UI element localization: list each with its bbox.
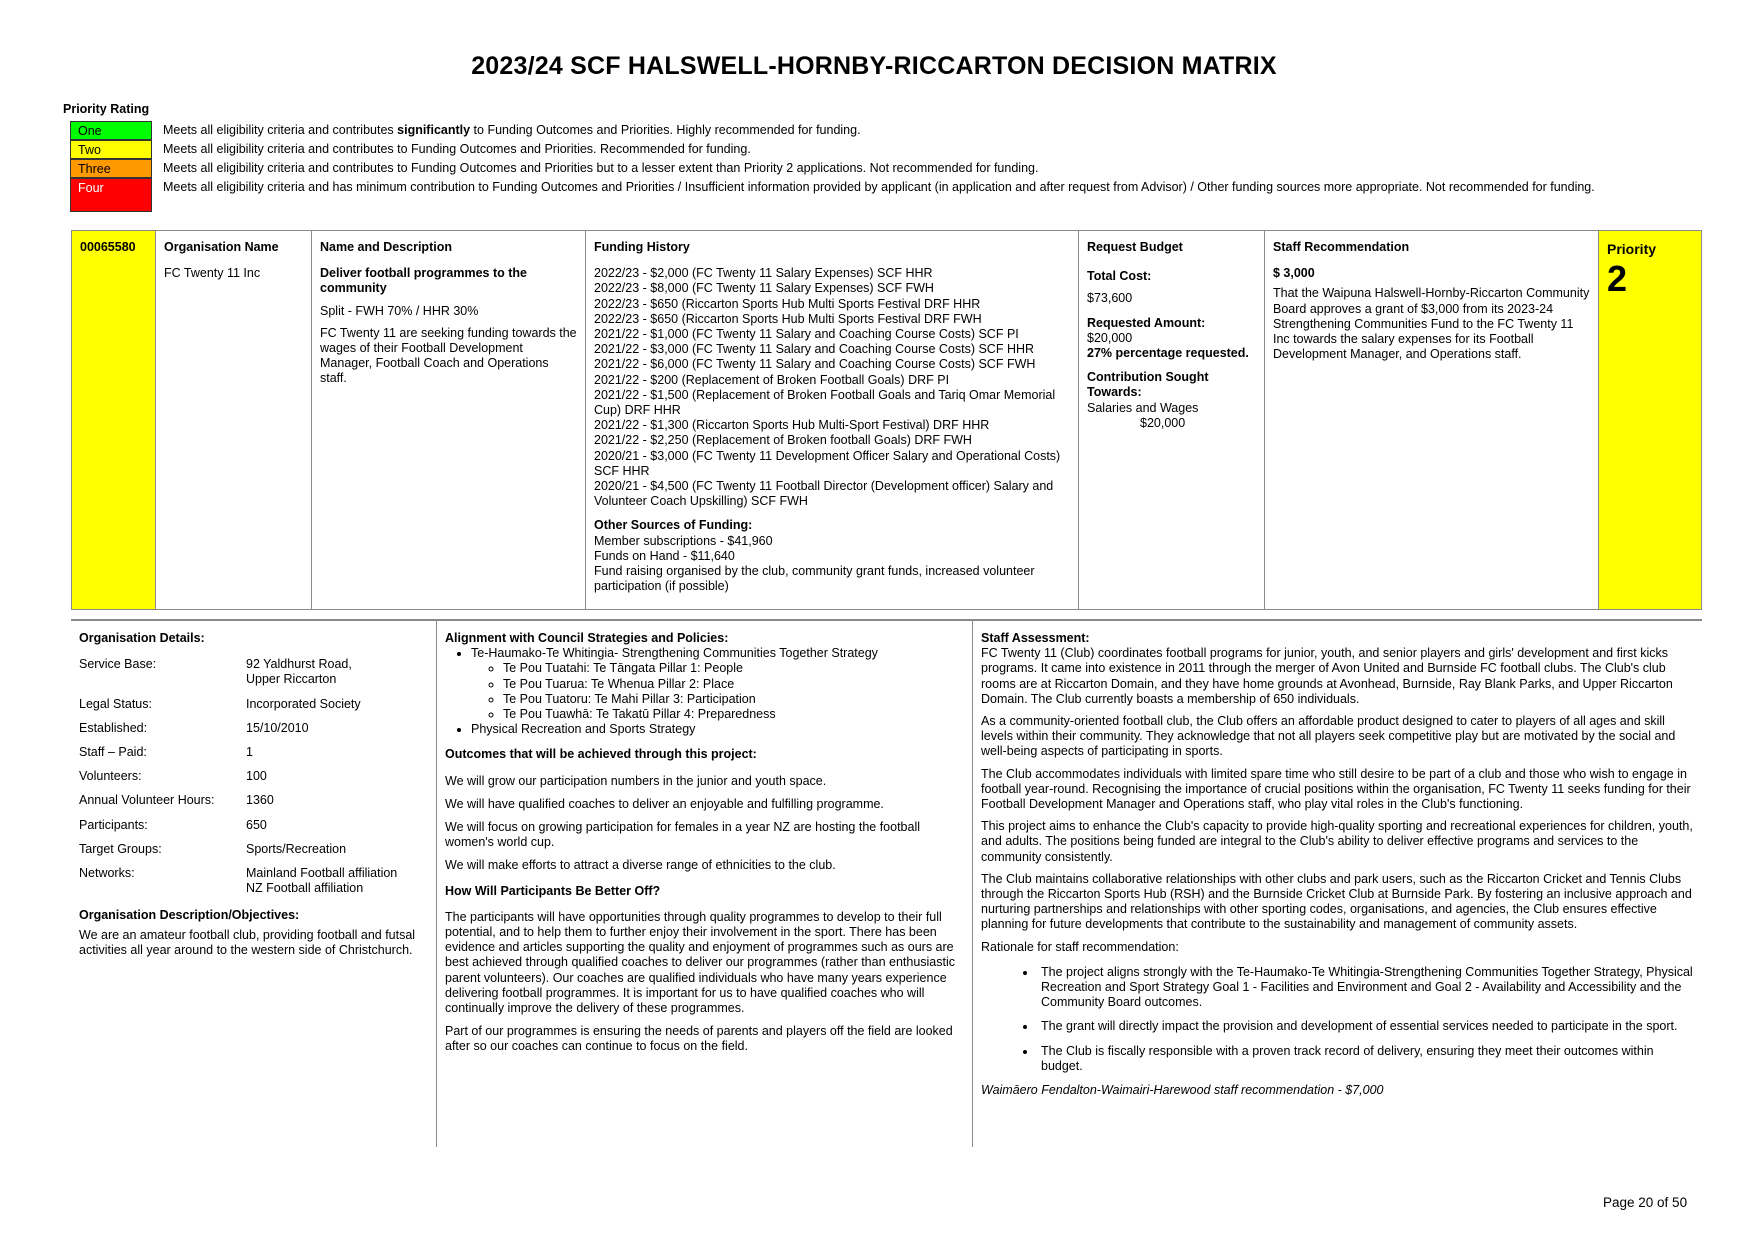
- detail-value: 650: [246, 817, 267, 832]
- requested-percentage: 27% percentage requested.: [1087, 346, 1249, 361]
- funding-history-item: 2021/22 - $200 (Replacement of Broken Football Goals) DRF PI: [594, 372, 950, 387]
- detail-row: [79, 657, 428, 687]
- alignment-column: [437, 621, 973, 1147]
- detail-row: [79, 745, 428, 760]
- detail-label: Staff – Paid:: [79, 745, 147, 760]
- contribution-amount: $20,000: [1140, 415, 1186, 430]
- outcomes-heading: Outcomes that will be achieved through this project:: [445, 747, 757, 762]
- request-budget-header: Request Budget: [1087, 240, 1183, 254]
- staff-recommendation-cell: [1265, 231, 1599, 609]
- detail-label: Annual Volunteer Hours:: [79, 793, 215, 808]
- project-title: Deliver football programmes to the community: [320, 266, 527, 296]
- staff-assessment-column: [973, 621, 1702, 1147]
- detail-row: [79, 769, 428, 784]
- objectives-heading: Organisation Description/Objectives:: [79, 908, 300, 923]
- organisation-cell: [156, 231, 312, 609]
- funding-history-item: 2021/22 - $3,000 (FC Twenty 11 Salary and Coaching Course Costs) SCF HHR: [594, 342, 1035, 357]
- organisation-details-heading: Organisation Details:: [79, 631, 205, 645]
- total-cost-value: $73,600: [1087, 291, 1133, 306]
- contribution-label: Contribution Sought Towards:: [1087, 370, 1209, 400]
- funding-split: Split - FWH 70% / HHR 30%: [320, 303, 479, 318]
- funding-history-item: 2021/22 - $2,250 (Replacement of Broken football Goals) DRF FWH: [594, 433, 972, 448]
- assessment-paragraph: This project aims to enhance the Club's capacity to provide high-quality sporting and recreational experiences for children, youth, and adults. The positions being funded are integral to the Club's ability to deliver effective programs and services to the community consistently.: [981, 819, 1693, 864]
- detail-label: Networks:: [79, 866, 135, 881]
- funding-history-item: 2021/22 - $1,000 (FC Twenty 11 Salary and Coaching Course Costs) SCF PI: [594, 327, 1019, 342]
- legend-swatch-one: One: [70, 121, 152, 140]
- detail-label: Participants:: [79, 817, 148, 832]
- legend-swatch-four: Four: [70, 178, 152, 212]
- outcome-item: We will focus on growing participation for females in a year NZ are hosting the football women's world cup.: [445, 820, 921, 850]
- legend-row-four: [70, 178, 1670, 212]
- funding-history-header: Funding History: [594, 240, 690, 254]
- legend-row-three: [70, 159, 1670, 178]
- pillar-list: [471, 661, 964, 722]
- detail-value: Mainland Football affiliation NZ Football affiliation: [246, 866, 398, 896]
- detail-label: Volunteers:: [79, 769, 142, 784]
- detail-value: 100: [246, 769, 267, 784]
- funding-history-item: 2022/23 - $2,000 (FC Twenty 11 Salary Expenses) SCF HHR: [594, 266, 933, 281]
- application-id: 00065580: [80, 240, 136, 254]
- detail-label: Established:: [79, 720, 148, 735]
- outcome-item: We will grow our participation numbers in the junior and youth space.: [445, 773, 827, 788]
- objectives-text: We are an amateur football club, providing football and futsal activities all year around to the western side of Christchurch.: [79, 927, 416, 957]
- detail-row: [79, 793, 428, 808]
- strategy-item: • Physical Recreation and Sports Strategy: [471, 722, 964, 737]
- rationale-item: • The project aligns strongly with the Te-Haumako-Te Whitingia-Strengthening Communities Together Strategy, Physical Recreation and Sport Strategy Goal 1 - Facilities and Environment and Goal 2 - Availability and Accessibility and the Community Board outcomes.: [1037, 965, 1694, 1011]
- funding-history-item: 2021/22 - $1,500 (Replacement of Broken Football Goals and Tariq Omar Memorial Cup) DRF HHR: [594, 387, 1056, 418]
- rationale-item: • The Club is fiscally responsible with a proven track record of delivery, ensuring they meet their outcomes within budget.: [1037, 1044, 1694, 1074]
- detail-value: 92 Yaldhurst Road, Upper Riccarton: [246, 657, 352, 687]
- funding-history-item: 2020/21 - $4,500 (FC Twenty 11 Football Director (Development officer) Salary and Volunteer Coach Upskilling) SCF FWH: [594, 479, 1054, 509]
- assessment-paragraph: As a community-oriented football club, the Club offers an affordable product designed to cater to players of all ages and skill levels within their community. They acknowledge that not all players seek competitive play but are motivated by the social and well-being aspects of participating in sports.: [981, 714, 1676, 759]
- detail-value: 15/10/2010: [246, 720, 309, 735]
- page-title: 2023/24 SCF HALSWELL-HORNBY-RICCARTON DECISION MATRIX: [471, 52, 1277, 80]
- funding-history-item: 2022/23 - $650 (Riccarton Sports Hub Multi Sports Festival DRF HHR: [594, 296, 981, 311]
- rationale-item: • The grant will directly impact the provision and development of essential services needed to participate in the sport.: [1037, 1019, 1694, 1034]
- detail-value: 1: [246, 745, 253, 760]
- legend-row-one: [70, 121, 1670, 140]
- details-section: [71, 619, 1702, 1147]
- funding-history-item: 2020/21 - $3,000 (FC Twenty 11 Development Officer Salary and Operational Costs) SCF HHR: [594, 448, 1061, 478]
- legend-text-two: Meets all eligibility criteria and contributes to Funding Outcomes and Priorities. Recommended for funding.: [163, 142, 751, 156]
- rationale-heading: Rationale for staff recommendation:: [981, 939, 1179, 954]
- assessment-paragraph: The Club accommodates individuals with limited spare time who still desire to be part of a club and those who wish to engage in football year-round. Recognising the importance of crucial positions within the organisation, FC Twenty 11 seeks funding for their Football Development Manager and Operations staff, who play vital roles in the Club's functioning.: [981, 766, 1691, 812]
- staff-recommendation-footnote: Waimāero Fendalton-Waimairi-Harewood staff recommendation - $7,000: [981, 1083, 1384, 1098]
- staff-recommendation-header: Staff Recommendation: [1273, 240, 1410, 254]
- outcome-item: We will make efforts to attract a diverse range of ethnicities to the club.: [445, 858, 836, 873]
- outcome-item: We will have qualified coaches to deliver an enjoyable and fulfilling programme.: [445, 796, 884, 811]
- assessment-paragraph: FC Twenty 11 (Club) coordinates football programs for junior, youth, and senior players and girls' development and first kicks programs. It came into existence in 2011 through the merger of Avon United and Burnside FC football clubs. The Club's club rooms are at Riccarton Domain, and they have home grounds at Avonhead, Burnside, Ray Blank Parks, and Upper Riccarton Domain. The Club currently boasts a membership of 650 individuals.: [981, 646, 1673, 706]
- priority-legend: [70, 121, 1670, 212]
- application-id-cell: [72, 231, 156, 609]
- priority-header: Priority: [1607, 241, 1657, 257]
- better-off-heading: How Will Participants Be Better Off?: [445, 883, 661, 898]
- pillar-item: ◦ Te Pou Tuawhā: Te Takatū Pillar 4: Preparedness: [503, 707, 964, 722]
- legend-text-four: Meets all eligibility criteria and has minimum contribution to Funding Outcomes and Priorities / Insufficient information provided by applicant (in application and after request from Advisor) / Other funding sources more appropriate. Not recommended for funding.: [163, 180, 1595, 194]
- detail-label: Legal Status:: [79, 696, 152, 711]
- funding-history-list: [594, 266, 1070, 509]
- decision-matrix-row: [71, 230, 1702, 610]
- page-number: Page 20 of 50: [1603, 1195, 1688, 1210]
- detail-label: Target Groups:: [79, 841, 162, 856]
- total-cost-label: Total Cost:: [1087, 269, 1152, 284]
- strategy-list: [445, 646, 964, 737]
- funding-history-cell: [586, 231, 1079, 609]
- funding-history-item: 2021/22 - $6,000 (FC Twenty 11 Salary and Coaching Course Costs) SCF FWH: [594, 357, 1036, 372]
- funding-history-item: 2022/23 - $8,000 (FC Twenty 11 Salary Expenses) SCF FWH: [594, 281, 934, 296]
- legend-text-three: Meets all eligibility criteria and contributes to Funding Outcomes and Priorities but to a lesser extent than Priority 2 applications. Not recommended for funding.: [163, 161, 1039, 175]
- requested-amount-label: Requested Amount:: [1087, 315, 1206, 330]
- organisation-name: FC Twenty 11 Inc: [164, 266, 261, 281]
- project-description: FC Twenty 11 are seeking funding towards the wages of their Football Development Manager, Football Coach and Operations staff.: [320, 325, 577, 386]
- other-source-item: Funds on Hand - $11,640: [594, 548, 735, 563]
- staff-recommendation-text: That the Waipuna Halswell-Hornby-Riccarton Community Board approves a grant of $3,000 from its 2023-24 Strengthening Communities Fund to the FC Twenty 11 Inc towards the salary expenses for its Football Development Manager, and Operations staff.: [1273, 286, 1590, 362]
- detail-label: Service Base:: [79, 657, 157, 672]
- alignment-heading: Alignment with Council Strategies and Policies:: [445, 631, 729, 645]
- legend-text-one: Meets all eligibility criteria and contributes significantly to Funding Outcomes and Priorities. Highly recommended for funding.: [163, 123, 861, 137]
- detail-row: [79, 866, 428, 896]
- legend-row-two: [70, 140, 1670, 159]
- organisation-details-column: [71, 621, 437, 1147]
- strategy-name: Te-Haumako-Te Whitingia- Strengthening Communities Together Strategy: [471, 646, 878, 661]
- other-source-item: Member subscriptions - $41,960: [594, 533, 773, 548]
- description-cell: [312, 231, 586, 609]
- detail-row: [79, 697, 428, 712]
- other-source-item: Fund raising organised by the club, community grant funds, increased volunteer participation (if possible): [594, 564, 1035, 594]
- better-off-paragraph: Part of our programmes is ensuring the needs of parents and players off the field are looked after so our coaches can continue to focus on the field.: [445, 1024, 953, 1054]
- pillar-item: ◦ Te Pou Tuatoru: Te Mahi Pillar 3: Participation: [503, 692, 964, 707]
- strategy-item: [471, 646, 964, 722]
- pillar-item: ◦ Te Pou Tuatahi: Te Tāngata Pillar 1: People: [503, 661, 964, 676]
- detail-row: [79, 721, 428, 736]
- pillar-item: ◦ Te Pou Tuarua: Te Whenua Pillar 2: Place: [503, 677, 964, 692]
- legend-swatch-two: Two: [70, 140, 152, 159]
- funding-history-item: 2022/23 - $650 (Riccarton Sports Hub Multi Sports Festival DRF FWH: [594, 311, 982, 326]
- detail-row: [79, 842, 428, 857]
- detail-value: Incorporated Society: [246, 696, 361, 711]
- rationale-list: [981, 965, 1694, 1074]
- detail-value: Sports/Recreation: [246, 841, 347, 856]
- priority-value: 2: [1607, 258, 1628, 300]
- other-sources-header: Other Sources of Funding:: [594, 518, 753, 533]
- assessment-paragraph: The Club maintains collaborative relationships with other clubs and park users, such as the Riccarton Cricket and Tennis Clubs through the Riccarton Sports Hub (RSH) and the Burnside Cricket Club at Burnside Park. By fostering an inclusive approach and nurturing partnerships and relationships with other sporting codes, organisations, and agencies, the Club ensures effective planning for future developments that contribute to the sustainability and management of community assets.: [981, 871, 1692, 932]
- legend-swatch-three: Three: [70, 159, 152, 178]
- better-off-paragraph: The participants will have opportunities through quality programmes to develop to their full potential, and to help them to further enjoy their involvement in the sport. There has been evidence and articles supporting the quality and enjoyment of programmes such as ours are best achieved through qualified coaches to deliver our programmes (rather than enthusiastic parent volunteers). Our coaches are qualified individuals who have many years experience delivering football programmes. It is important for us to have qualified coaches who will continually improve the delivery of these programmes.: [445, 909, 956, 1016]
- priority-cell: [1599, 231, 1701, 609]
- request-budget-cell: [1079, 231, 1265, 609]
- requested-amount-value: $20,000: [1087, 330, 1133, 345]
- staff-assessment-heading: Staff Assessment:: [981, 631, 1090, 645]
- detail-value: 1360: [246, 793, 274, 808]
- description-header: Name and Description: [320, 240, 452, 254]
- priority-rating-heading: Priority Rating: [63, 102, 150, 116]
- staff-recommendation-amount: $ 3,000: [1273, 266, 1315, 281]
- detail-row: [79, 818, 428, 833]
- organisation-name-header: Organisation Name: [164, 240, 279, 254]
- contribution-item: Salaries and Wages: [1087, 400, 1199, 415]
- funding-history-item: 2021/22 - $1,300 (Riccarton Sports Hub Multi-Sport Festival) DRF HHR: [594, 418, 990, 433]
